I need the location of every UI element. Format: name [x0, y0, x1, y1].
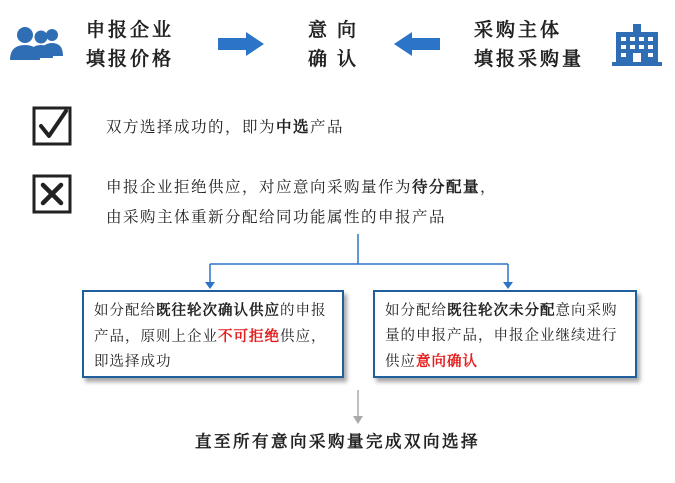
conclusion-text: 直至所有意向采购量完成双向选择	[195, 432, 480, 451]
right-box-t6: 意向确认	[416, 353, 478, 370]
left-box-t1: 如分配给	[94, 303, 156, 319]
right-box-t5: 继续进行供应	[385, 328, 618, 370]
right-box-t2: 既往轮次未分配	[447, 302, 556, 319]
reject-rule-emphasis: 待分配量	[412, 177, 481, 196]
right-box-t3: 意向	[555, 303, 587, 319]
left-box-t5: 可拒绝	[233, 328, 280, 345]
reject-rule-line1-suffix: ，	[480, 178, 498, 196]
confirmed-supply-box	[82, 290, 344, 378]
supplier-label-line1: 申报企业	[86, 19, 175, 41]
left-box-t3: 的申报产品，原则上企业	[94, 303, 327, 345]
left-box-t4: 不	[218, 328, 234, 345]
left-box-t2: 既往轮次确认供应	[156, 302, 280, 319]
success-rule-suffix: 产品	[310, 118, 345, 136]
right-box-t1: 如分配给	[385, 303, 447, 319]
purchaser-label-line1: 采购主体	[474, 19, 563, 41]
purchaser-label-line2: 填报采购量	[474, 48, 585, 70]
intent-confirm-line2: 确认	[307, 48, 366, 70]
left-box-t6: 供应，即选择成功	[94, 329, 327, 370]
success-rule-main: 双方选择成功的，即为	[106, 118, 277, 136]
right-box-t4: 采购量的申报产品，申报企业	[385, 303, 618, 344]
reject-rule-line2: 由采购主体重新分配给同功能属性的申报产品	[106, 208, 447, 226]
unallocated-box	[373, 290, 637, 378]
supplier-label-line2: 填报价格	[86, 48, 175, 70]
reject-rule-line1-main: 申报企业拒绝供应，对应意向采购量作为	[106, 178, 413, 196]
intent-confirm-line1: 意向	[307, 19, 366, 41]
success-rule-emphasis: 中选	[276, 117, 311, 136]
